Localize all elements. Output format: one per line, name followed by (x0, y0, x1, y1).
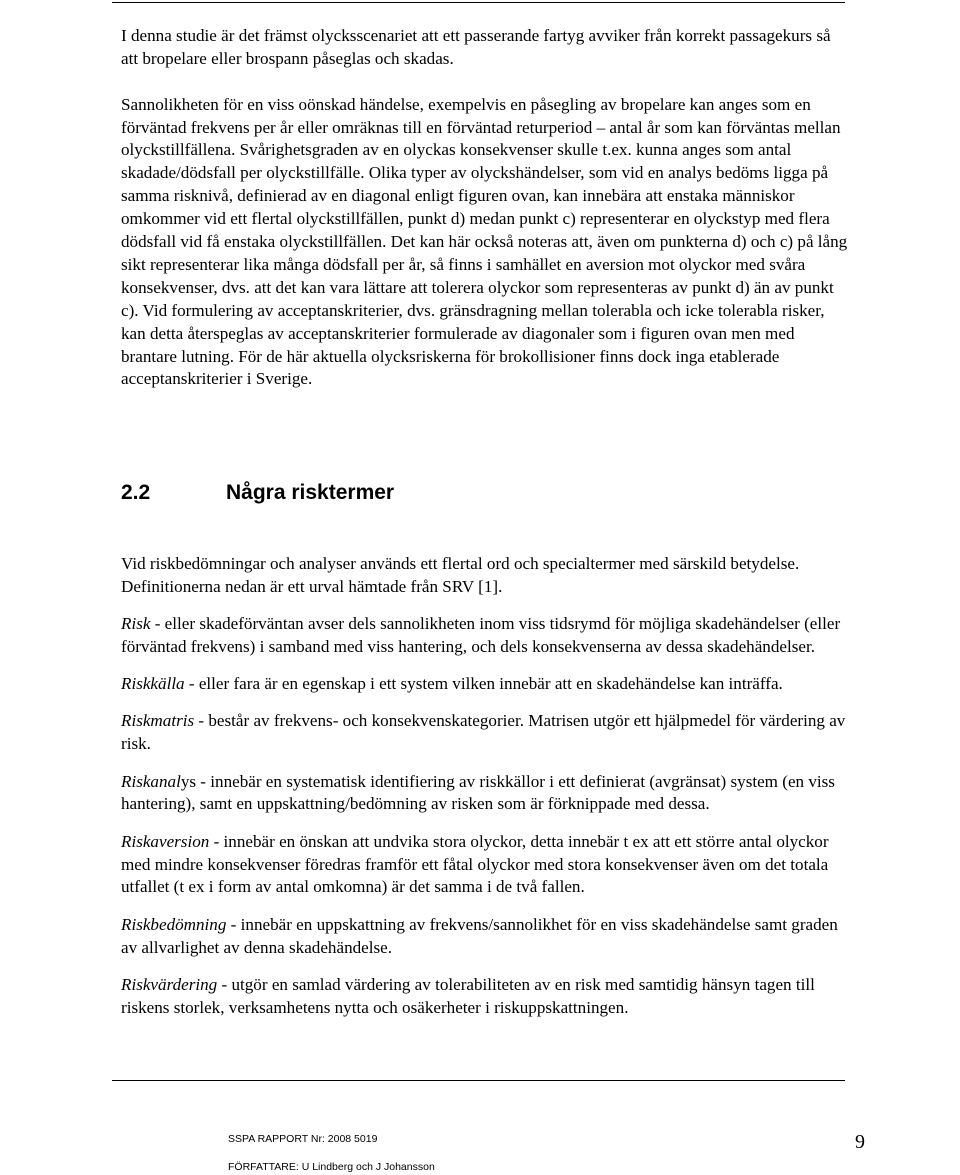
definition-text: - innebär en önskan att undvika stora olyckor, detta innebär t ex att ett större antal olyckor med mindre konsekvenser föredras framför ett fåtal olyckor med stora konsekvenser även om det totala utfallet (t ex i form av antal omkomna) är det samma i de två fallen. (121, 831, 829, 897)
definition-term: Riskbedömning (121, 914, 227, 934)
definitions-list (121, 553, 849, 1020)
body-text (121, 25, 849, 391)
header-rule (112, 2, 845, 3)
footer-rule (112, 1080, 845, 1081)
definition-item (121, 914, 849, 960)
definition-text: - eller skadeförväntan avser dels sannolikheten inom viss tidsrymd för möjliga skadehändelser (eller förväntad frekvens) i samband med viss hantering, och dels konsekvenserna av dessa skadehändelser. (121, 614, 841, 657)
footer-report-number: SSPA RAPPORT Nr: 2008 5019 (228, 1133, 378, 1145)
section-title: Några risktermer (226, 481, 395, 504)
intro-paragraph: I denna studie är det främst olycksscenariet att ett passerande fartyg avviker från korrekt passagekurs så att bropelare eller brospann påseglas och skadas. (121, 26, 831, 68)
definition-item (121, 710, 849, 756)
definition-item (121, 771, 849, 817)
section-heading (121, 480, 394, 506)
definition-text: - utgör en samlad värdering av tolerabiliteten av en risk med samtidig hänsyn tagen till riskens storlek, verksamhetens nytta och osäkerheter i riskuppskattningen. (121, 974, 815, 1017)
definition-term: Riskkälla (121, 674, 185, 694)
section-intro-paragraph: Vid riskbedömningar och analyser används ett flertal ord och specialtermer med särskild betydelse. Definitionerna nedan är ett urval hämtade från SRV [1]. (121, 554, 800, 596)
definition-item (121, 831, 849, 900)
footer-authors: FÖRFATTARE: U Lindberg och J Johansson (228, 1161, 435, 1173)
definition-term: Riskvärdering (121, 974, 218, 994)
section-number: 2.2 (121, 481, 151, 504)
definition-term: Riskmatris (121, 711, 195, 731)
definition-text: - eller fara är en egenskap i ett system vilken innebär att en skadehändelse kan inträffa. (184, 674, 783, 694)
main-paragraph: Sannolikheten för en viss oönskad händelse, exempelvis en påsegling av bropelare kan anges som en förväntad frekvens per år eller omräknas till en förväntad returperiod – antal år som kan förväntas mellan olyckstillfällena. Svårighetsgraden av en olyckas konsekvenser skulle t.ex. kunna anges som antal skadade/dödsfall per olyckstillfälle. Olika typer av olyckshändelser, som vid en analys bedöms ligga på samma risknivå, definierad av en diagonal enligt figuren ovan, kan innebära att enstaka människor omkommer vid ett flertal olyckstillfällen, punkt d) medan punkt c) representerar en olyckstyp med flera dödsfall vid få enstaka olyckstillfällen. Det kan här också noteras att, även om punkterna d) och c) på lång sikt representerar lika många dödsfall per år, så finns i samhället en aversion mot olyckor med svåra konsekvenser, dvs. att det kan vara lättare att tolerera olyckor som representeras av punkt d) än av punkt c). Vid formulering av acceptanskriterier, dvs. gränsdragning mellan tolerabla och icke tolerabla risker, kan detta återspeglas av acceptanskriterier formulerade av diagonaler som i figuren ovan men med brantare lutning. För de här aktuella olycksriskerna för brokollisioner finns dock inga etablerade acceptanskriterier i Sverige. (121, 94, 848, 389)
definition-term: Riskanal (121, 771, 181, 791)
definition-text: - består av frekvens- och konsekvenskategorier. Matrisen utgör ett hjälpmedel för värdering av risk. (121, 711, 846, 754)
definition-text: - innebär en uppskattning av frekvens/sannolikhet för en viss skadehändelse samt graden av allvarlighet av denna skadehändelse. (121, 914, 838, 957)
definition-text: ys - innebär en systematisk identifiering av riskkällor i ett definierat (avgränsat) system (en viss hantering), samt en uppskattning/bedömning av risken som är förknippade med dessa. (121, 771, 835, 814)
page-number: 9 (855, 1131, 865, 1153)
definition-item (121, 974, 849, 1020)
definition-term: Risk (121, 614, 151, 634)
definition-item (121, 673, 849, 696)
definition-term: Riskaversion (121, 831, 210, 851)
definition-item (121, 613, 849, 659)
